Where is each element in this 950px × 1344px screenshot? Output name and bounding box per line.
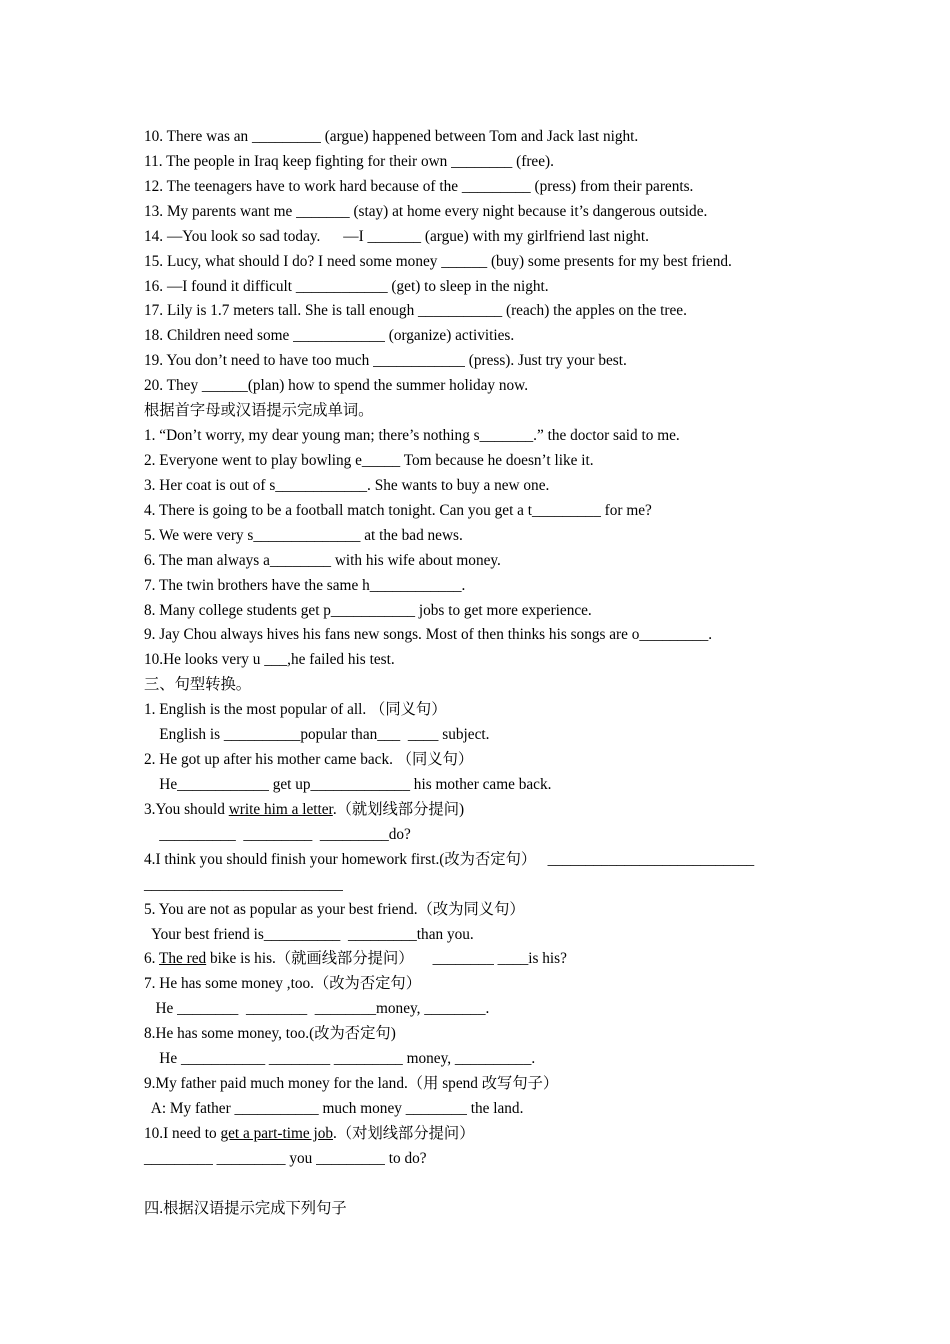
- exercise-item: 2. Everyone went to play bowling e_____ Tom because he doesn’t like it.: [144, 451, 594, 469]
- answer-line: Your best friend is__________ _________than you.: [144, 925, 474, 943]
- question-line: 8.He has some money, too.(改为否定句): [144, 1025, 396, 1043]
- exercise-item: 6. The man always a________ with his wife about money.: [144, 551, 501, 569]
- underlined-phrase: write him a letter: [228, 800, 333, 818]
- exercise-item: 7. The twin brothers have the same h____________.: [144, 576, 466, 594]
- question-line: 1. English is the most popular of all. （同义句）: [144, 701, 447, 719]
- exercise-item: 13. My parents want me _______ (stay) at home every night because it’s dangerous outside.: [144, 202, 708, 220]
- exercise-item: 1. “Don’t worry, my dear young man; there’s nothing s_______.” the doctor said to me.: [144, 427, 680, 445]
- answer-line: A: My father ___________ much money ________ the land.: [144, 1099, 524, 1117]
- exercise-item: 8. Many college students get p___________ jobs to get more experience.: [144, 601, 592, 619]
- underlined-phrase: The red: [159, 950, 207, 968]
- exercise-item: 10. There was an _________ (argue) happened between Tom and Jack last night.: [144, 128, 639, 145]
- underlined-phrase: get a part-time job: [220, 1124, 334, 1142]
- question-line: [144, 1122, 824, 1147]
- exercise-item: 16. —I found it difficult ____________ (get) to sleep in the night.: [144, 277, 549, 295]
- exercise-item: 15. Lucy, what should I do? I need some money ______ (buy) some presents for my best friend.: [144, 252, 732, 270]
- exercise-item: 3. Her coat is out of s____________. She wants to buy a new one.: [144, 476, 550, 494]
- answer-line: _________ _________ you _________ to do?: [144, 1149, 427, 1167]
- question-text: bike is his.（就画线部分提问） ________ ____is his?: [206, 950, 567, 968]
- exercise-item: 20. They ______(plan) how to spend the summer holiday now.: [144, 377, 529, 395]
- exercise-item: 9. Jay Chou always hives his fans new songs. Most of then thinks his songs are o_________.: [144, 626, 713, 644]
- question-line: 7. He has some money ,too.（改为否定句）: [144, 975, 422, 993]
- exercise-item: 19. You don’t need to have too much ____________ (press). Just try your best.: [144, 352, 627, 370]
- question-text: .（对划线部分提问）: [333, 1124, 475, 1142]
- question-line: 2. He got up after his mother came back. （同义句）: [144, 751, 474, 769]
- question-text: .（就划线部分提问): [332, 800, 465, 818]
- answer-line: English is __________popular than___ ____ subject.: [144, 726, 490, 744]
- answer-line: __________ _________ _________do?: [144, 825, 411, 843]
- question-line: 4.I think you should finish your homework first.(改为否定句） ___________________________: [144, 850, 755, 868]
- blank-spacer: [144, 1172, 824, 1197]
- question-line: [144, 947, 824, 972]
- exercise-item: 5. We were very s______________ at the bad news.: [144, 526, 463, 544]
- answer-line: He ___________ ________ _________ money, __________.: [144, 1050, 536, 1068]
- answer-line: __________________________: [144, 875, 343, 893]
- section-heading: 三、句型转换。: [144, 676, 252, 694]
- section-heading: 四.根据汉语提示完成下列句子: [144, 1199, 347, 1217]
- question-line: 5. You are not as popular as your best friend.（改为同义句）: [144, 900, 525, 918]
- exercise-item: 10.He looks very u ___,he failed his test.: [144, 651, 395, 669]
- exercise-item: 17. Lily is 1.7 meters tall. She is tall enough ___________ (reach) the apples on the tree.: [144, 302, 687, 320]
- section-heading: 根据首字母或汉语提示完成单词。: [144, 402, 374, 420]
- question-text: 10.I need to: [144, 1124, 221, 1142]
- answer-line: He ________ ________ ________money, ________.: [144, 1000, 490, 1018]
- worksheet-page: [144, 125, 824, 1222]
- exercise-item: 14. —You look so sad today. —I _______ (argue) with my girlfriend last night.: [144, 227, 649, 245]
- question-line: [144, 798, 824, 823]
- question-text: 3.You should: [144, 800, 229, 818]
- exercise-item: 18. Children need some ____________ (organize) activities.: [144, 327, 515, 345]
- question-line: 9.My father paid much money for the land.（用 spend 改写句子）: [144, 1075, 559, 1093]
- question-text: 6.: [144, 950, 160, 968]
- exercise-item: 4. There is going to be a football match tonight. Can you get a t_________ for me?: [144, 501, 652, 519]
- exercise-item: 12. The teenagers have to work hard because of the _________ (press) from their parents.: [144, 177, 694, 195]
- exercise-item: 11. The people in Iraq keep fighting for their own ________ (free).: [144, 152, 554, 170]
- answer-line: He____________ get up_____________ his mother came back.: [144, 775, 552, 793]
